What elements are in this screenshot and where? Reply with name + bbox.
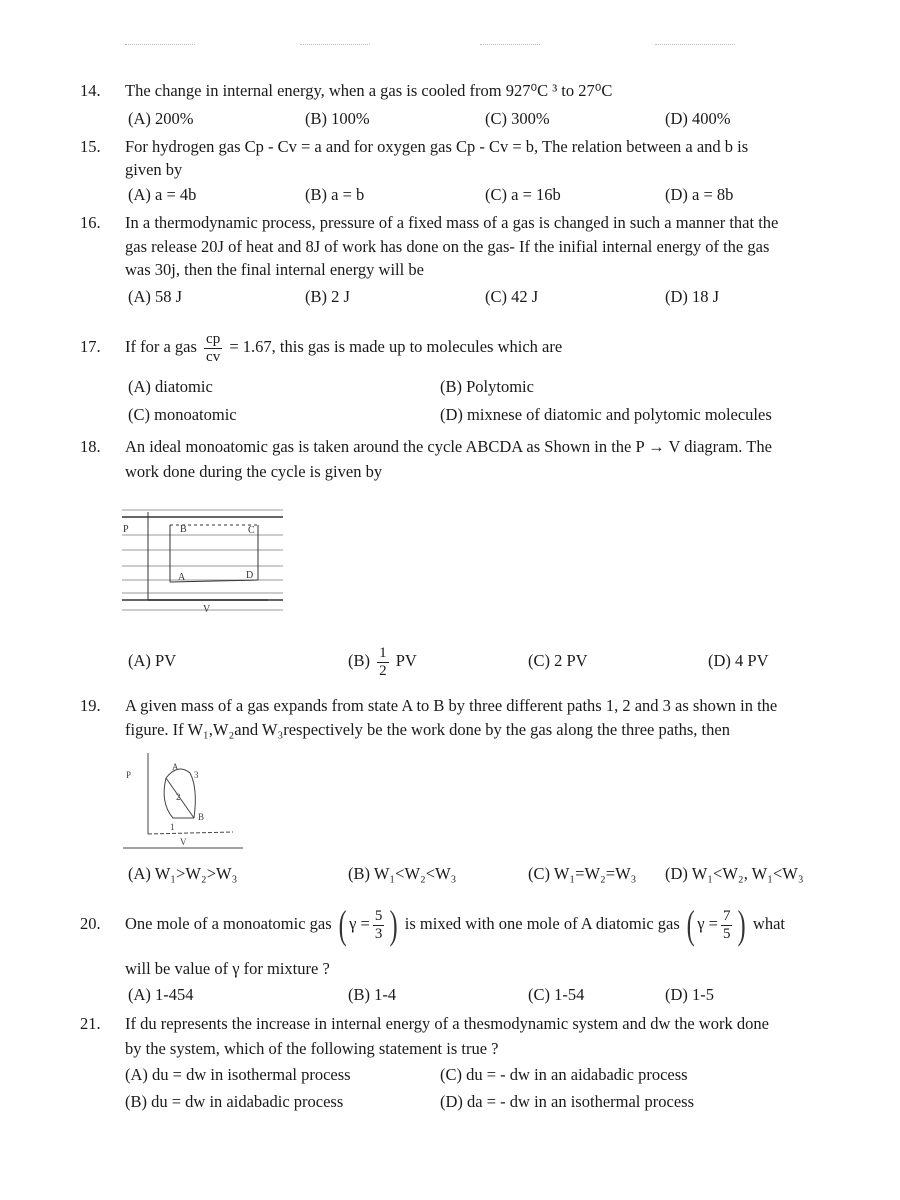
header-remnant: [480, 44, 540, 47]
point-d: D: [246, 570, 254, 581]
option-d: (D) mixnese of diatomic and polytomic molecules: [440, 405, 772, 424]
option-d: (D) a = 8b: [665, 185, 734, 204]
option-a: (A) PV: [128, 651, 177, 670]
fraction-cp-cv: [204, 331, 222, 366]
option-c: (C) 42 J: [485, 287, 539, 306]
pv-paths-diagram: [118, 748, 258, 853]
question-text-part: One mole of a monoatomic gas: [125, 914, 332, 933]
option-label: (B): [348, 651, 370, 670]
path-3: 3: [194, 770, 199, 780]
question-number: 18.: [80, 437, 101, 456]
question-text: An ideal monoatomic gas is taken around the cycle ABCDA as Shown in the P → V diagram. The: [125, 437, 772, 456]
paren-open: (: [686, 902, 695, 948]
option-d: (D) 1-5: [665, 985, 715, 1004]
paren-close: ): [390, 902, 399, 948]
question-text: [125, 322, 562, 372]
question-number: 14.: [80, 81, 101, 100]
axis-label-p: P: [123, 524, 129, 535]
question-text-part: = 1.67, this gas is made up to molecules which are: [229, 337, 563, 356]
option-c: (C) a = 16b: [485, 185, 561, 204]
question-text: work done during the cycle is given by: [125, 462, 383, 481]
numerator: 1: [379, 644, 387, 661]
question-text: will be value of γ for mixture ?: [125, 959, 330, 978]
path-1: 1: [170, 822, 175, 832]
question-text-part: If for a gas: [125, 337, 197, 356]
fraction-5-3: [373, 908, 385, 943]
question-number: 15.: [80, 137, 101, 156]
option-c: (C) W₁=W₂=W₃: [528, 864, 637, 883]
header-remnant: [300, 44, 370, 47]
point-a: A: [172, 762, 179, 772]
option-b: (B) 100%: [305, 109, 370, 128]
question-number: 17.: [80, 337, 101, 356]
option-b: (B) a = b: [305, 185, 365, 204]
question-text: In a thermodynamic process, pressure of a fixed mass of a gas is changed in such a manner that the: [125, 213, 779, 232]
option-b: (B) Polytomic: [440, 377, 534, 396]
axis-label-v: V: [180, 837, 187, 847]
numerator: cp: [206, 330, 221, 347]
axis-label-p: P: [126, 770, 132, 780]
fraction-half: [377, 645, 389, 680]
question-text: The change in internal energy, when a gas is cooled from 927⁰C ³ to 27⁰C: [125, 81, 613, 100]
question-text: given by: [125, 160, 183, 179]
denominator: cv: [206, 348, 221, 365]
question-text: For hydrogen gas Cp - Cv = a and for oxygen gas Cp - Cv = b, The relation between a and b is: [125, 137, 749, 156]
fraction-7-5: [721, 908, 733, 943]
question-number: 16.: [80, 213, 101, 232]
point-a: A: [178, 572, 186, 583]
denominator: 2: [379, 662, 387, 679]
option-a: (A) a = 4b: [128, 185, 197, 204]
gamma-lhs: γ =: [349, 914, 370, 933]
question-number: 21.: [80, 1014, 101, 1033]
option-d: (D) 400%: [665, 109, 731, 128]
paren-open: (: [338, 902, 347, 948]
numerator: 7: [722, 907, 731, 924]
axis-label-v: V: [203, 604, 211, 615]
option-c: (C) 300%: [485, 109, 550, 128]
question-text: A given mass of a gas expands from state A to B by three different paths 1, 2 and 3 as shown in the: [125, 696, 778, 715]
question-text: was 30j, then the final internal energy will be: [125, 260, 424, 279]
option-a: (A) W₁>W₂>W₃: [128, 864, 238, 883]
point-c: C: [248, 525, 255, 536]
option-a: (A) du = dw in isothermal process: [125, 1065, 351, 1084]
option-d: (D) 18 J: [665, 287, 720, 306]
option-c: (C) 1-54: [528, 985, 585, 1004]
option-b: (B) 1-4: [348, 985, 397, 1004]
option-a: (A) 58 J: [128, 287, 183, 306]
option-b: [348, 636, 417, 686]
question-text: figure. If W₁,W₂and W₃respectively be the work done by the gas along the three paths, then: [125, 720, 730, 739]
gamma-lhs: γ =: [697, 914, 718, 933]
numerator: 5: [374, 907, 383, 924]
option-d: (D) 4 PV: [708, 651, 769, 670]
option-d: (D) W₁<W₂, W₁<W₃: [665, 864, 804, 883]
option-b: (B) W₁<W₂<W₃: [348, 864, 457, 883]
question-text: gas release 20J of heat and 8J of work has done on the gas- If the inifial internal energy of the gas: [125, 237, 770, 256]
option-b: (B) du = dw in aidabadic process: [125, 1092, 344, 1111]
denominator: 5: [722, 925, 731, 942]
point-b: B: [180, 524, 187, 535]
question-text: [125, 898, 785, 950]
header-remnant: [125, 44, 195, 47]
option-a: (A) diatomic: [128, 377, 213, 396]
option-c: (C) 2 PV: [528, 651, 588, 670]
header-remnant: [655, 44, 735, 47]
option-d: (D) da = - dw in an isothermal process: [440, 1092, 694, 1111]
option-text: PV: [395, 651, 417, 670]
paren-close: ): [738, 902, 747, 948]
question-number: 20.: [80, 914, 101, 933]
pv-cycle-diagram: [118, 500, 288, 615]
path-2: 2: [176, 792, 181, 802]
question-text-part: what: [752, 914, 785, 933]
option-c: (C) monoatomic: [128, 405, 237, 424]
question-text: by the system, which of the following statement is true ?: [125, 1039, 499, 1058]
point-b: B: [198, 812, 205, 822]
question-text-part: is mixed with one mole of A diatomic gas: [404, 914, 680, 933]
question-number: 19.: [80, 696, 101, 715]
option-c: (C) du = - dw in an aidabadic process: [440, 1065, 688, 1084]
option-a: (A) 200%: [128, 109, 194, 128]
option-a: (A) 1-454: [128, 985, 194, 1004]
question-text: If du represents the increase in internal energy of a thesmodynamic system and dw the work done: [125, 1014, 769, 1033]
option-b: (B) 2 J: [305, 287, 350, 306]
denominator: 3: [374, 925, 383, 942]
